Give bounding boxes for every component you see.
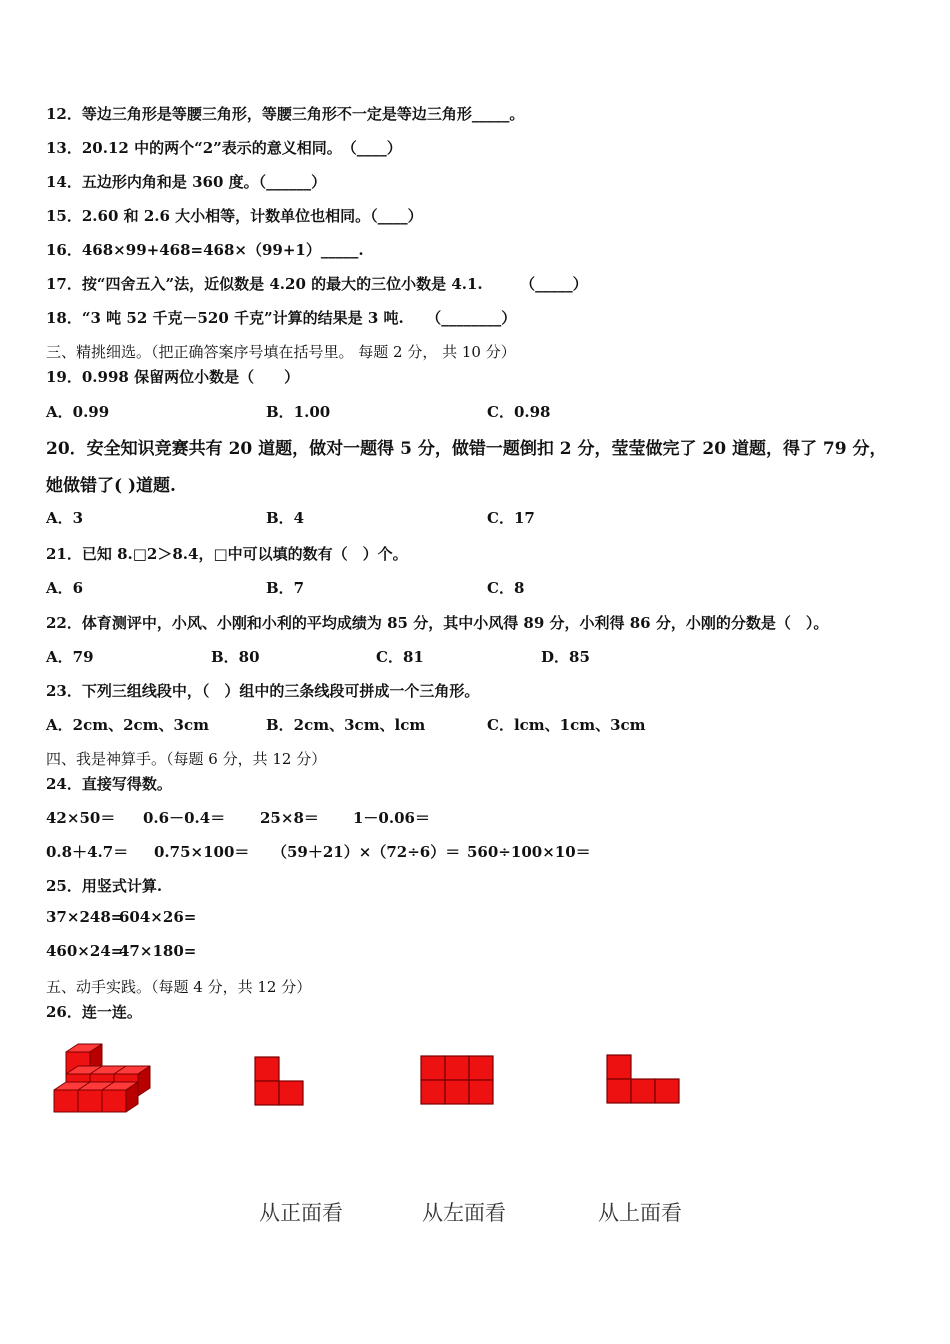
q24-item: 1－0.06＝: [353, 809, 430, 827]
q25-item: 604×26=: [119, 908, 197, 926]
q25-item: 47×180=: [119, 942, 197, 960]
q24-item: 0.8＋4.7＝: [46, 843, 129, 861]
q25-item: 37×248=: [46, 908, 124, 926]
q21-option-b: B．7: [266, 579, 305, 597]
q19-option-a: A．0.99: [46, 403, 110, 421]
q18: 18．“3 吨 52 千克－520 千克”计算的结果是 3 吨. （________）: [46, 309, 517, 327]
view-figure-1: [255, 1057, 303, 1105]
q20-stem-line2: 她做错了( )道题.: [46, 476, 176, 496]
q22-option-d: D．85: [541, 648, 590, 666]
q19-stem: 19．0.998 保留两位小数是（ ）: [46, 368, 300, 386]
caption-top-view: 从上面看: [598, 1201, 682, 1225]
q24-item: 0.75×100＝: [154, 843, 250, 861]
q24-stem: 24．直接写得数。: [46, 775, 172, 793]
q21-option-a: A．6: [46, 579, 84, 597]
q23-stem: 23．下列三组线段中，（ ）组中的三条线段可拼成一个三角形。: [46, 682, 480, 700]
q22-option-a: A．79: [46, 648, 94, 666]
q12: 12．等边三角形是等腰三角形，等腰三角形不一定是等边三角形_____。: [46, 105, 525, 123]
section-3-heading: 三、精挑细选。（把正确答案序号填在括号里。 每题 2 分， 共 10 分）: [46, 343, 516, 361]
q19-option-c: C．0.98: [487, 403, 551, 421]
q16: 16．468×99+468=468×（99+1）_____.: [46, 241, 364, 259]
q22-option-c: C．81: [376, 648, 424, 666]
q21-option-c: C．8: [487, 579, 525, 597]
q17: 17．按“四舍五入”法，近似数是 4.20 的最大的三位小数是 4.1. （_____）: [46, 275, 588, 293]
q24-item: 42×50＝: [46, 809, 116, 827]
q22-option-b: B．80: [211, 648, 260, 666]
q20-option-b: B．4: [266, 509, 305, 527]
q23-option-c: C．lcm、1cm、3cm: [487, 716, 646, 734]
view-figure-3: [607, 1055, 679, 1103]
caption-left-view: 从左面看: [422, 1201, 506, 1225]
q23-option-a: A．2cm、2cm、3cm: [46, 716, 209, 734]
cube-solid-figure: [54, 1044, 150, 1112]
section-5-heading: 五、动手实践。（每题 4 分，共 12 分）: [46, 978, 312, 996]
q20-stem-line1: 20．安全知识竞赛共有 20 道题，做对一题得 5 分，做错一题倒扣 2 分，莹莹做完了 20 道题，得了 79 分，: [46, 439, 887, 459]
q13: 13．20.12 中的两个“2”表示的意义相同。 （____）: [46, 139, 402, 157]
q24-item: 560÷100×10＝: [467, 843, 591, 861]
view-figure-2: [421, 1056, 493, 1104]
q21-stem: 21．已知 8.□2＞8.4，□中可以填的数有（ ）个。: [46, 545, 408, 563]
q24-item: （59＋21）×（72÷6）＝: [272, 843, 461, 861]
q20-option-c: C．17: [487, 509, 535, 527]
q24-item: 25×8＝: [260, 809, 319, 827]
q26-stem: 26．连一连。: [46, 1003, 142, 1021]
q14: 14．五边形内角和是 360 度。（______）: [46, 173, 327, 191]
q24-item: 0.6－0.4＝: [143, 809, 226, 827]
q20-option-a: A．3: [46, 509, 84, 527]
q15: 15．2.60 和 2.6 大小相等，计数单位也相同。（____）: [46, 207, 423, 225]
q22-stem: 22．体育测评中，小风、小刚和小利的平均成绩为 85 分，其中小风得 89 分，小利得 86 分，小刚的分数是（ ）。: [46, 614, 829, 632]
caption-front-view: 从正面看: [259, 1201, 343, 1225]
q23-option-b: B．2cm、3cm、lcm: [266, 716, 426, 734]
q19-option-b: B．1.00: [266, 403, 331, 421]
q25-item: 460×24=: [46, 942, 124, 960]
section-4-heading: 四、我是神算手。（每题 6 分，共 12 分）: [46, 750, 327, 768]
q25-stem: 25．用竖式计算.: [46, 877, 163, 895]
